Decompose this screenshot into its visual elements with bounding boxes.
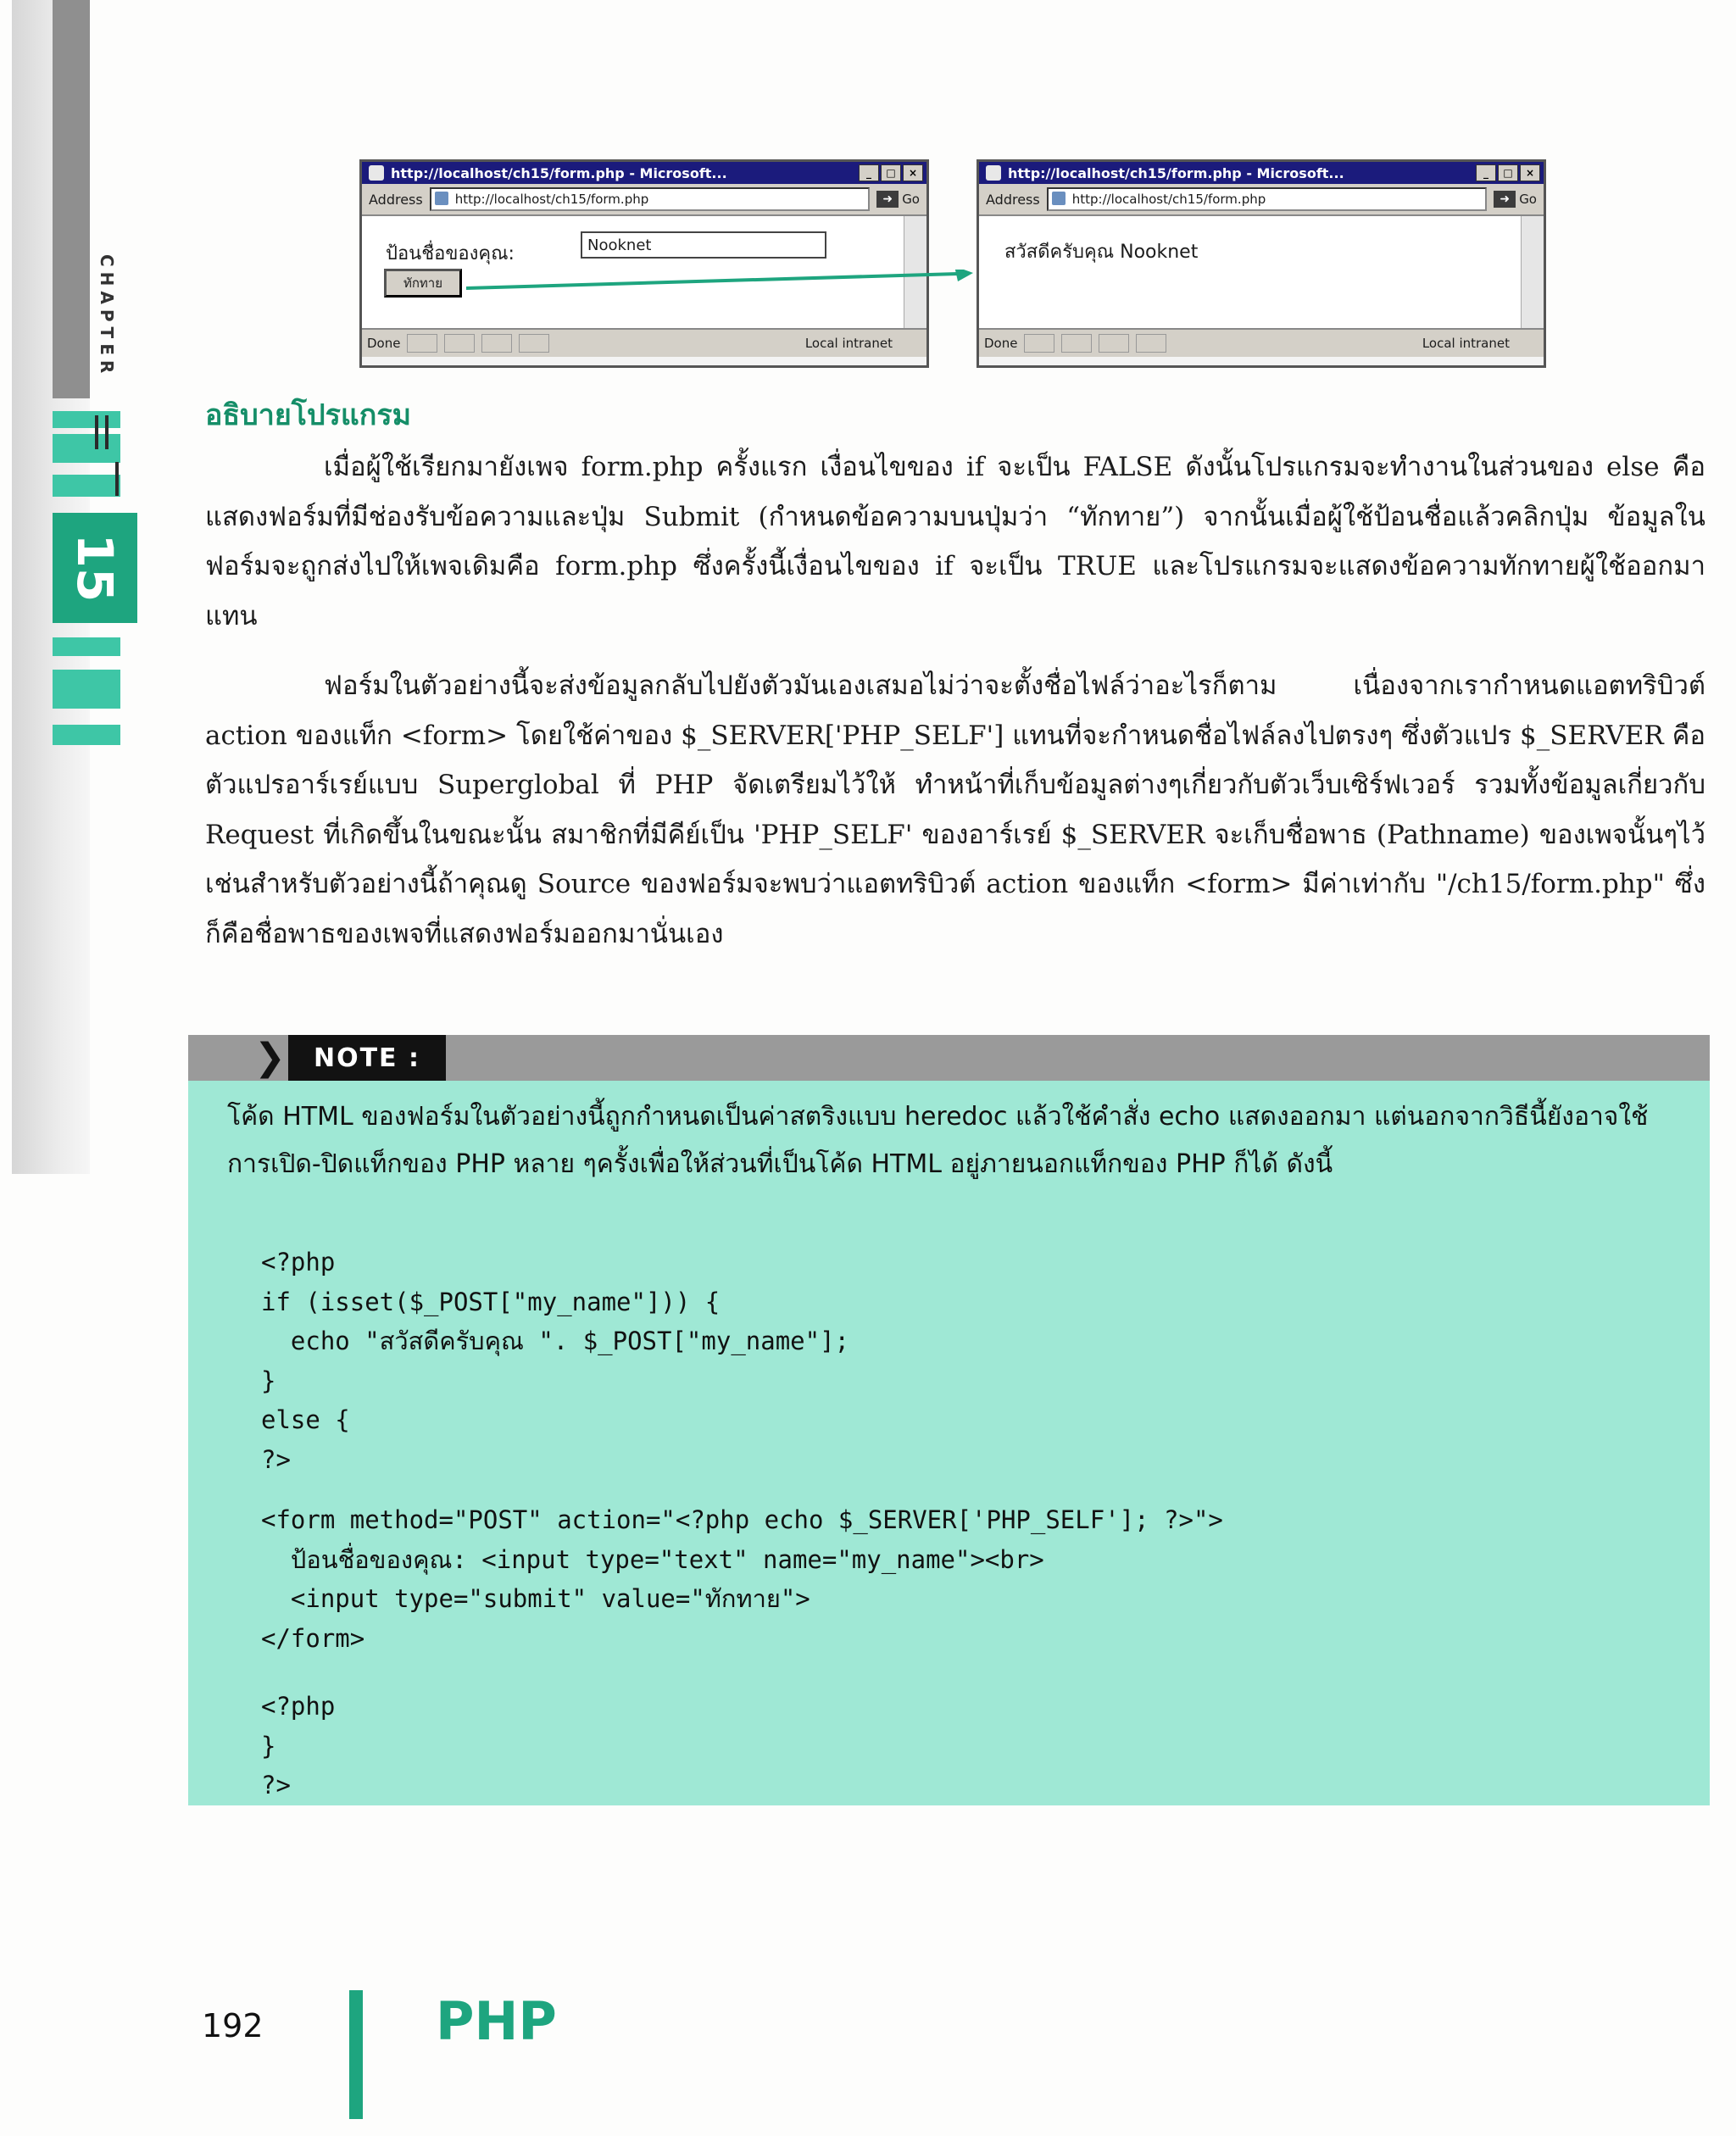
chapter-word: CHAPTER (97, 254, 117, 379)
maximize-icon[interactable]: □ (881, 164, 901, 181)
note-chevron-icon: ❯ (254, 1036, 286, 1079)
page-content (979, 216, 1544, 328)
flow-arrow-head (954, 270, 973, 281)
go-arrow-icon: ➜ (1494, 191, 1516, 208)
status-segment (481, 334, 512, 353)
code-block-form: <form method="POST" action="<?php echo $_SERVER['PHP_SELF']; ?>"> ป้อนชื่อของคุณ: <input type="text" name="my_name"><br> <input type="submit" value="ทักทาย"> </form> (261, 1505, 1223, 1653)
status-segment (519, 334, 549, 353)
status-bar (362, 328, 926, 357)
window-titlebar (979, 162, 1544, 184)
name-input[interactable]: Nooknet (581, 231, 826, 259)
status-segment (444, 334, 475, 353)
stripe-band (53, 637, 120, 656)
browser-window-form (359, 159, 929, 368)
scrollbar[interactable] (1521, 216, 1544, 328)
status-done: Done (367, 336, 401, 351)
flow-arrow (466, 270, 975, 295)
stripe-band (53, 411, 120, 428)
paragraph-1: เมื่อผู้ใช้เรียกมายังเพจ form.php ครั้งแรก เงื่อนไขของ if จะเป็น FALSE ดังนั้นโปรแกรมจะทำงานในส่วนของ else คือแสดงฟอร์มที่มีช่องรับข้อความและปุ่ม Submit (กำหนดข้อความบนปุ่มว่า “ทักทาย”) จากนั้นเมื่อผู้ใช้ป้อนชื่อแล้วคลิกปุ่ม ข้อมูลในฟอร์มจะถูกส่งไปให้เพจเดิมคือ form.php ซึ่งครั้งนี้เงื่อนไขของ if จะเป็น TRUE และโปรแกรมจะแสดงข้อความทักทายผู้ใช้ออกมาแทน (205, 452, 1705, 631)
stripe-tick (105, 415, 108, 449)
stripe-tick (115, 462, 119, 496)
status-segment (1136, 334, 1166, 353)
stripe-band (53, 475, 120, 497)
chapter-stripe-dark (53, 0, 90, 398)
stripe-band (53, 670, 120, 709)
minimize-icon[interactable]: _ (859, 164, 879, 181)
address-bar (362, 184, 926, 216)
close-icon[interactable]: × (903, 164, 923, 181)
footer-book-title: PHP (436, 1990, 557, 2052)
status-segment (1061, 334, 1092, 353)
address-label: Address (986, 191, 1040, 208)
chapter-number: 15 (66, 533, 124, 603)
window-title: http://localhost/ch15/form.php - Microsoft... (391, 164, 727, 181)
section-heading: อธิบายโปรแกรม (205, 398, 412, 432)
stripe-tick (95, 415, 98, 449)
ie-icon (369, 165, 384, 181)
address-label: Address (369, 191, 423, 208)
status-zone: Local intranet (1422, 336, 1510, 351)
flow-arrow-line (466, 274, 958, 288)
close-icon[interactable]: × (1520, 164, 1540, 181)
stripe-band (53, 434, 120, 463)
ie-icon (986, 165, 1001, 181)
status-segment (1099, 334, 1129, 353)
status-segment (407, 334, 437, 353)
code-block-php-open: <?php if (isset($_POST["my_name"])) { echo "สวัสดีครับคุณ ". $_POST["my_name"]; } else { ?> (261, 1248, 849, 1474)
status-zone: Local intranet (804, 336, 893, 351)
address-input[interactable]: http://localhost/ch15/form.php (1047, 187, 1487, 211)
go-label: Go (1519, 192, 1537, 207)
footer-rule (349, 1990, 363, 2119)
window-titlebar (362, 162, 926, 184)
maximize-icon[interactable]: □ (1498, 164, 1518, 181)
greet-submit-button[interactable]: ทักทาย (384, 269, 462, 298)
go-label: Go (902, 192, 920, 207)
window-title: http://localhost/ch15/form.php - Microsoft... (1008, 164, 1344, 181)
address-input[interactable]: http://localhost/ch15/form.php (430, 187, 870, 211)
go-button[interactable] (1494, 191, 1537, 208)
address-bar (979, 184, 1544, 216)
chapter-tab (53, 513, 137, 623)
note-text: โค้ด HTML ของฟอร์มในตัวอย่างนี้ถูกกำหนดเป็นค่าสตริงแบบ heredoc แล้วใช้คำสั่ง echo แสดงออกมา แต่นอกจากวิธีนี้ยังอาจใช้การเปิด-ปิดแท็กของ PHP หลาย ๆครั้งเพื่อให้ส่วนที่เป็นโค้ด HTML อยู่ภายนอกแท็กของ PHP ก็ได้ ดังนี้ (227, 1102, 1649, 1179)
paragraph-2: ฟอร์มในตัวอย่างนี้จะส่งข้อมูลกลับไปยังตัวมันเองเสมอไม่ว่าจะตั้งชื่อไฟล์ว่าอะไรก็ตาม เนื่องจากเรากำหนดแอตทริบิวต์ action ของแท็ก <form> โดยใช้ค่าของ $_SERVER['PHP_SELF'] แทนที่จะกำหนดชื่อไฟล์ลงไปตรงๆ ซึ่งตัวแปร $_SERVER คือตัวแปรอาร์เรย์แบบ Superglobal ที่ PHP จัดเตรียมไว้ให้ ทำหน้าที่เก็บข้อมูลต่างๆเกี่ยวกับตัวเว็บเซิร์ฟเวอร์ รวมทั้งข้อมูลเกี่ยวกับ Request ที่เกิดขึ้นในขณะนั้น สมาชิกที่มีคีย์เป็น 'PHP_SELF' ของอาร์เรย์ $_SERVER จะเก็บชื่อพาธ (Pathname) ของเพจนั้นๆไว้ เช่นสำหรับตัวอย่างนี้ถ้าคุณดู Source ของฟอร์มจะพบว่าแอตทริบิวต์ action ของแท็ก <form> มีค่าเท่ากับ "/ch15/form.php" ซึ่งก็คือชื่อพาธของเพจที่แสดงฟอร์มออกมานั่นเอง (205, 670, 1705, 949)
status-bar (979, 328, 1544, 357)
status-done: Done (984, 336, 1018, 351)
minimize-icon[interactable]: _ (1476, 164, 1496, 181)
note-label: NOTE : (288, 1035, 446, 1081)
code-block-php-close: <?php } ?> (261, 1692, 336, 1799)
go-arrow-icon: ➜ (876, 191, 899, 208)
greeting-text: สวัสดีครับคุณ Nooknet (1004, 242, 1199, 263)
page-number: 192 (202, 2007, 264, 2044)
browser-window-result (976, 159, 1546, 368)
go-button[interactable] (876, 191, 920, 208)
status-segment (1024, 334, 1054, 353)
stripe-band (53, 725, 120, 745)
name-label: ป้อนชื่อของคุณ: (386, 243, 515, 264)
